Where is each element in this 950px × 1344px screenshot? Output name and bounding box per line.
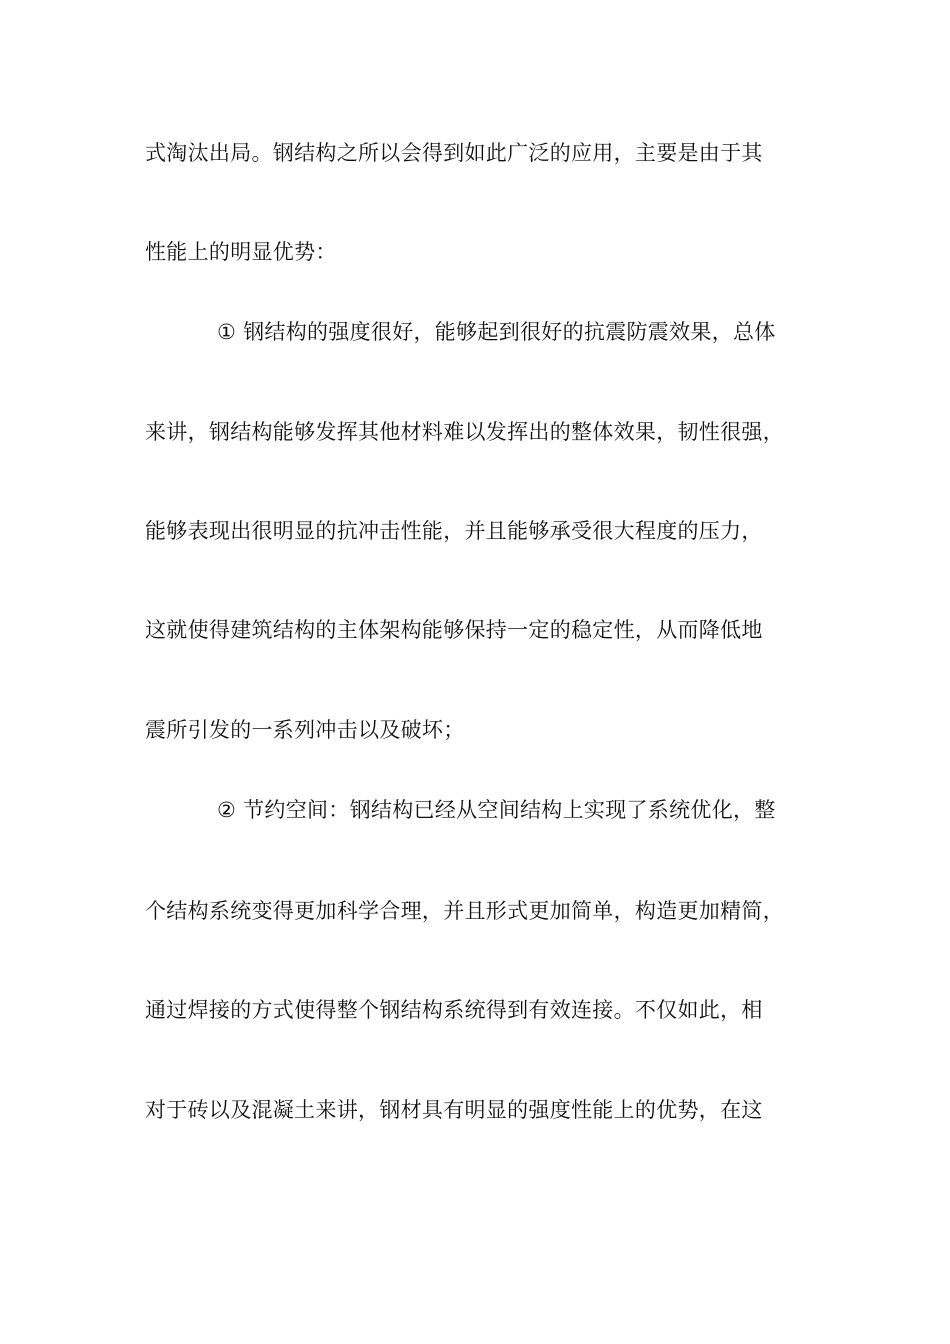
list-item-1-line-4: 这就使得建筑结构的主体架构能够保持一定的稳定性，从而降低地: [145, 618, 763, 642]
list-item-1-line-5: 震所引发的一系列冲击以及破坏；: [145, 718, 465, 742]
list-item-2-line-4: 对于砖以及混凝土来讲，钢材具有明显的强度性能上的优势，在这: [145, 1098, 763, 1122]
text-line-2: 性能上的明显优势：: [145, 240, 337, 264]
list-item-1-line-2: 来讲，钢结构能够发挥其他材料难以发挥出的整体效果，韧性很强，: [145, 420, 784, 444]
text-line-1: 式淘汰出局。钢结构之所以会得到如此广泛的应用，主要是由于其: [145, 141, 763, 165]
list-item-2-line-1: ② 节约空间：钢结构已经从空间结构上实现了系统优化，整: [217, 798, 776, 822]
list-item-2-line-3: 通过焊接的方式使得整个钢结构系统得到有效连接。不仅如此，相: [145, 998, 763, 1022]
list-item-1-line-3: 能够表现出很明显的抗冲击性能，并且能够承受很大程度的压力，: [145, 519, 763, 543]
list-item-2-line-2: 个结构系统变得更加科学合理，并且形式更加简单，构造更加精简，: [145, 899, 784, 923]
list-item-1-line-1: ① 钢结构的强度很好，能够起到很好的抗震防震效果，总体: [217, 320, 776, 344]
